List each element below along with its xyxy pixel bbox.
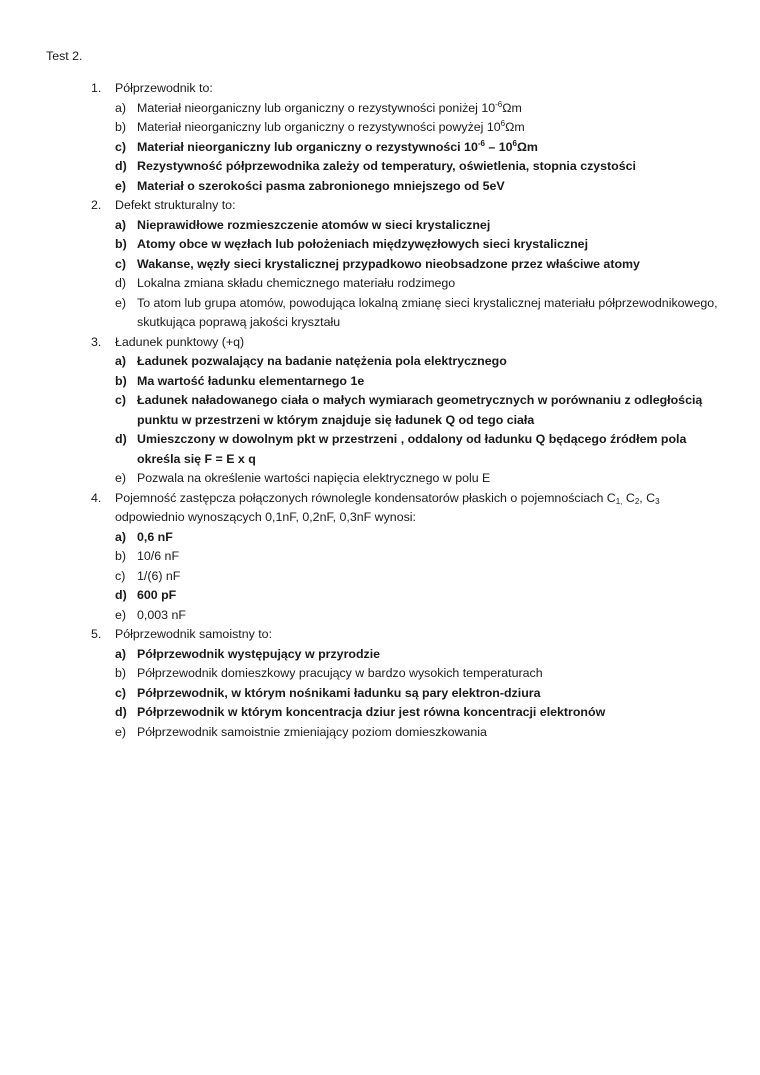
option-label: c) bbox=[115, 256, 127, 271]
option-label: a) bbox=[115, 100, 127, 115]
question-text: Półprzewodnik samoistny to: bbox=[115, 627, 273, 641]
option-text bbox=[137, 647, 380, 661]
text-run: Półprzewodnik występujący w przyrodzie bbox=[137, 646, 381, 661]
option-label: d) bbox=[115, 432, 127, 446]
option-label: c) bbox=[115, 685, 127, 700]
option-text bbox=[137, 725, 487, 739]
text-run: 0,003 nF bbox=[137, 607, 186, 622]
answer-option bbox=[115, 294, 731, 333]
option-text bbox=[137, 666, 543, 680]
text-run: Ładunek pozwalający na badanie natężenia pola elektrycznego bbox=[137, 354, 507, 368]
text-run: 0,6 nF bbox=[137, 529, 173, 544]
option-label: d) bbox=[115, 705, 127, 719]
answer-option bbox=[115, 177, 731, 197]
option-label: c) bbox=[115, 393, 127, 407]
subscript: 3 bbox=[655, 496, 660, 506]
option-text bbox=[137, 569, 180, 583]
answer-option bbox=[115, 567, 731, 587]
question-item bbox=[91, 489, 731, 626]
option-text bbox=[137, 354, 507, 368]
text-run: Nieprawidłowe rozmieszczenie atomów w sieci krystalicznej bbox=[137, 217, 491, 232]
superscript: -6 bbox=[495, 99, 503, 109]
text-run: C bbox=[622, 490, 635, 505]
option-label: b) bbox=[115, 549, 127, 563]
option-label: b) bbox=[115, 237, 127, 251]
option-label: c) bbox=[115, 568, 126, 583]
question-list bbox=[91, 79, 731, 742]
answer-options bbox=[115, 216, 731, 333]
text-run: Materiał o szerokości pasma zabronionego mniejszego od 5eV bbox=[137, 178, 505, 193]
question-number: 5. bbox=[91, 627, 102, 641]
answer-option bbox=[115, 664, 731, 684]
superscript: -6 bbox=[477, 138, 485, 148]
answer-option bbox=[115, 645, 731, 665]
text-run: , C bbox=[639, 490, 656, 505]
answer-option bbox=[115, 255, 731, 275]
text-run: Ωm bbox=[516, 139, 538, 154]
option-text bbox=[137, 705, 605, 719]
answer-option bbox=[115, 586, 731, 606]
option-text bbox=[137, 608, 186, 622]
answer-option bbox=[115, 352, 731, 372]
text-run: Umieszczony w dowolnym pkt w przestrzeni , oddalony od ładunku Q będącego źródłem pola określa się F = E x q bbox=[137, 432, 687, 466]
answer-option bbox=[115, 138, 731, 158]
answer-option bbox=[115, 684, 731, 704]
answer-option bbox=[115, 430, 731, 469]
text-run: Półprzewodnik, w którym nośnikami ładunku są pary elektron-dziura bbox=[137, 685, 541, 700]
text-run: 10/6 nF bbox=[137, 549, 180, 563]
answer-options bbox=[115, 99, 731, 197]
text-run: Materiał nieorganiczny lub organiczny o rezystywności 10 bbox=[137, 139, 478, 154]
text-run: Półprzewodnik samoistnie zmieniający poziom domieszkowania bbox=[137, 724, 487, 739]
option-label: e) bbox=[115, 295, 127, 310]
text-run: Lokalna zmiana składu chemicznego materiału rodzimego bbox=[137, 276, 456, 290]
text-run: odpowiednio wynoszących 0,1nF, 0,2nF, 0,3nF wynosi: bbox=[115, 510, 416, 524]
option-text bbox=[137, 686, 540, 700]
question-number: 1. bbox=[91, 81, 102, 95]
question-item bbox=[91, 625, 731, 742]
option-label: d) bbox=[115, 588, 127, 602]
answer-option bbox=[115, 216, 731, 236]
question-number: 3. bbox=[91, 334, 102, 349]
option-label: d) bbox=[115, 159, 127, 173]
superscript: 6 bbox=[512, 138, 517, 148]
answer-option bbox=[115, 274, 731, 294]
text-run: 1/(6) nF bbox=[137, 568, 181, 583]
text-run: Ma wartość ładunku elementarnego 1e bbox=[137, 373, 365, 388]
question-text: Ładunek punktowy (+q) bbox=[115, 334, 245, 349]
text-run: To atom lub grupa atomów, powodująca lokalną zmianę sieci krystalicznej materiału półprzewodnikowego, skutkująca poprawą jakości kryształu bbox=[137, 295, 718, 329]
option-label: e) bbox=[115, 724, 127, 739]
answer-option bbox=[115, 528, 731, 548]
text-run: 600 pF bbox=[137, 588, 177, 602]
answer-option bbox=[115, 469, 731, 489]
option-text bbox=[137, 237, 588, 251]
answer-options bbox=[115, 645, 731, 743]
answer-option bbox=[115, 157, 731, 177]
option-label: d) bbox=[115, 276, 127, 290]
option-text bbox=[137, 179, 505, 193]
text-run: Atomy obce w węzłach lub położeniach międzywęzłowych sieci krystalicznej bbox=[137, 237, 589, 251]
superscript: 6 bbox=[500, 119, 506, 128]
text-run: Materiał nieorganiczny lub organiczny o rezystywności poniżej 10 bbox=[137, 100, 496, 115]
option-text bbox=[137, 588, 176, 602]
option-text bbox=[137, 393, 702, 427]
subscript: 2 bbox=[634, 496, 640, 506]
option-text bbox=[137, 159, 636, 173]
test-title: Test 2. bbox=[46, 49, 83, 63]
answer-option bbox=[115, 703, 731, 723]
text-run: Półprzewodnik domieszkowy pracujący w bardzo wysokich temperaturach bbox=[137, 666, 543, 680]
answer-option bbox=[115, 235, 731, 255]
option-label: b) bbox=[115, 666, 127, 680]
text-run: Rezystywność półprzewodnika zależy od temperatury, oświetlenia, stopnia czystości bbox=[137, 159, 636, 173]
text-run: Ωm bbox=[502, 100, 522, 115]
subscript: 1, bbox=[615, 496, 623, 506]
option-text bbox=[137, 140, 538, 154]
answer-option bbox=[115, 723, 731, 743]
option-label: a) bbox=[115, 354, 127, 368]
answer-option bbox=[115, 547, 731, 567]
text-run: Ωm bbox=[505, 120, 525, 134]
option-label: b) bbox=[115, 120, 127, 134]
text-run: Wakanse, węzły sieci krystalicznej przypadkowo nieobsadzone przez właściwe atomy bbox=[137, 256, 640, 271]
option-text bbox=[137, 101, 522, 115]
question-number: 2. bbox=[91, 198, 102, 212]
option-label: c) bbox=[115, 139, 127, 154]
question-text: Defekt strukturalny to: bbox=[115, 198, 236, 212]
option-text bbox=[137, 374, 364, 388]
option-label: b) bbox=[115, 373, 127, 388]
option-text bbox=[137, 257, 640, 271]
question-item bbox=[91, 79, 731, 196]
question-item bbox=[91, 196, 731, 333]
option-label: e) bbox=[115, 178, 127, 193]
option-text bbox=[137, 120, 525, 134]
question-item bbox=[91, 333, 731, 489]
answer-option bbox=[115, 99, 731, 119]
question-text: Półprzewodnik to: bbox=[115, 81, 213, 95]
text-run: Ładunek naładowanego ciała o małych wymiarach geometrycznych w porównaniu z odległością punktu w przestrzeni w którym znajduje się ładunek Q od tego ciała bbox=[137, 393, 703, 427]
option-text bbox=[137, 471, 490, 485]
question-text bbox=[115, 489, 731, 528]
option-label: a) bbox=[115, 529, 127, 544]
text-run: Materiał nieorganiczny lub organiczny o rezystywności powyżej 10 bbox=[137, 120, 501, 134]
answer-options bbox=[115, 528, 731, 626]
option-text bbox=[137, 549, 179, 563]
answer-option bbox=[115, 372, 731, 392]
answer-option bbox=[115, 606, 731, 626]
question-number: 4. bbox=[91, 490, 102, 505]
option-label: e) bbox=[115, 607, 127, 622]
text-run: Półprzewodnik w którym koncentracja dziur jest równa koncentracji elektronów bbox=[137, 705, 606, 719]
option-text bbox=[137, 530, 173, 544]
option-text bbox=[137, 276, 455, 290]
option-text bbox=[137, 432, 686, 466]
option-label: e) bbox=[115, 471, 127, 485]
option-label: a) bbox=[115, 646, 127, 661]
option-text bbox=[137, 218, 490, 232]
option-text bbox=[137, 296, 718, 330]
answer-option bbox=[115, 118, 731, 138]
answer-options bbox=[115, 352, 731, 489]
text-run: – 10 bbox=[484, 139, 513, 154]
answer-option bbox=[115, 391, 731, 430]
text-run: Pojemność zastępcza połączonych równolegle kondensatorów płaskich o pojemnościach C bbox=[115, 490, 616, 505]
option-label: a) bbox=[115, 217, 127, 232]
text-run: Pozwala na określenie wartości napięcia elektrycznego w polu E bbox=[137, 471, 491, 485]
